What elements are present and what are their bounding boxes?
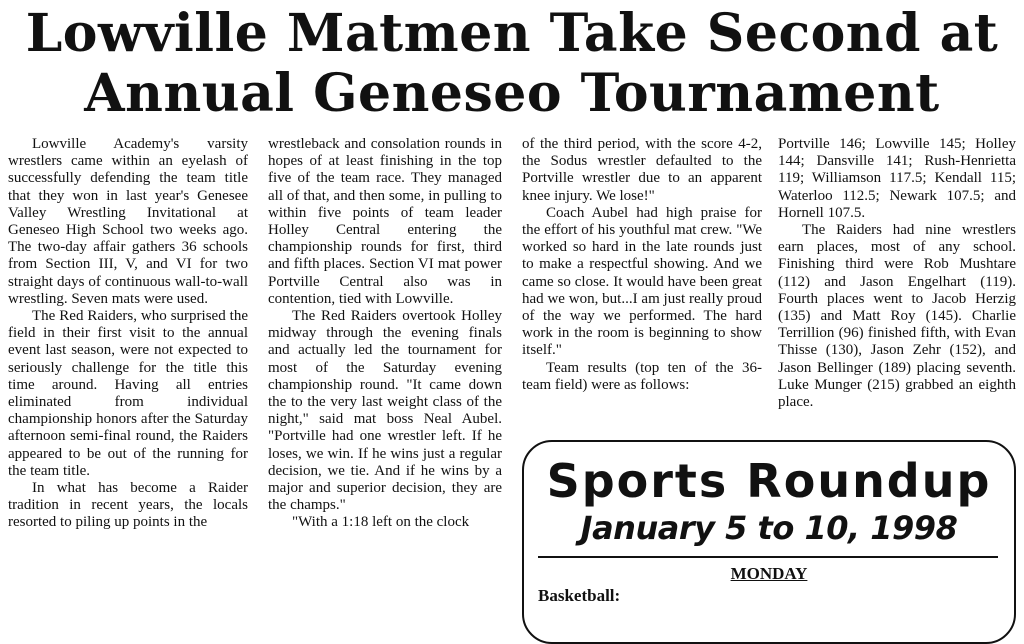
article-paragraph: Coach Aubel had high praise for the effort of his youthful mat crew. "We worked so hard in the late rounds just to make a respectful showing. And we came so close. It would have been great had we won, but...I am just really proud of the way we performed. The hard work in the room is beginning to show itself."	[522, 204, 762, 359]
article-paragraph: Lowville Academy's varsity wrestlers came within an eyelash of successfully defending the team title that they won in last year's Genesee Valley Wrestling Invitational at Geneseo High School two weeks ago. The two-day affair gathers 36 schools from Section III, V, and VI for two straight days of continuous wall-to-wall wrestling. Seven mats were used.	[8, 136, 248, 307]
roundup-divider	[538, 556, 998, 558]
article-paragraph: wrestleback and consolation rounds in hopes of at least finishing in the top five of the team race. They managed all of that, and then some, in pulling to within five points of team leader Holley Central entering the championship rounds for first, third and fifth places. Section VI mat power Portville Central also was in contention, tied with Lowville.	[268, 136, 502, 307]
article-column-2	[268, 136, 502, 532]
roundup-title: Sports Roundup	[546, 454, 992, 508]
article-column-4	[778, 136, 1016, 411]
article-column-1	[8, 136, 248, 532]
article-headline	[0, 4, 1024, 124]
article-paragraph: Team results (top ten of the 36-team field) were as follows:	[522, 359, 762, 393]
article-paragraph: In what has become a Raider tradition in recent years, the locals resorted to piling up points in the	[8, 480, 248, 531]
headline-line-1: Lowville Matmen Take Second at	[25, 3, 999, 64]
team-results: Portville 146; Lowville 145; Holley 144; Dansville 141; Rush-Henrietta 119; Williamson 117.5; Kendall 115; Waterloo 112.5; Newark 107.5; and Hornell 107.5.	[778, 136, 1016, 221]
article-paragraph: The Red Raiders, who surprised the field in their first visit to the annual event last season, were not expected to seriously challenge for the title this time around. Having all entries eliminated from individual championship honors after the Saturday afternoon semi-final round, the Raiders appeared to be out of the running for the team title.	[8, 308, 248, 479]
article-paragraph: of the third period, with the score 4-2, the Sodus wrestler defaulted to the Portville wrestler due to an apparent knee injury. We lose!"	[522, 136, 762, 204]
headline-line-2: Annual Geneseo Tournament	[84, 63, 940, 124]
article-paragraph: The Raiders had nine wrestlers earn places, most of any school. Finishing third were Rob Mushtare (112) and Jason Engelhart (119). Fourth places went to Jacob Herzig (135) and Matt Roy (145). Charlie Terrillion (96) finished fifth, with Evan Thisse (130), Jason Zehr (152), and Jason Bellinger (189) placing seventh. Luke Munger (215) grabbed an eighth place.	[778, 222, 1016, 411]
roundup-sport-heading: Basketball:	[538, 586, 621, 605]
article-column-3	[522, 136, 762, 394]
article-paragraph: The Red Raiders overtook Holley midway through the evening finals and actually led the tournament for most of the Saturday evening championship round. "It came down the to the very last weight class of the night," said mat boss Neal Aubel. "Portville had one wrestler left. If he loses, we win. If he wins just a regular decision, we tie. And if he wins by a major and superior decision, they are the champs."	[268, 308, 502, 514]
roundup-dates: January 5 to 10, 1998	[580, 509, 958, 547]
sports-roundup-box	[522, 440, 1016, 644]
article-paragraph: "With a 1:18 left on the clock	[292, 514, 470, 531]
roundup-day-heading: MONDAY	[730, 564, 808, 583]
